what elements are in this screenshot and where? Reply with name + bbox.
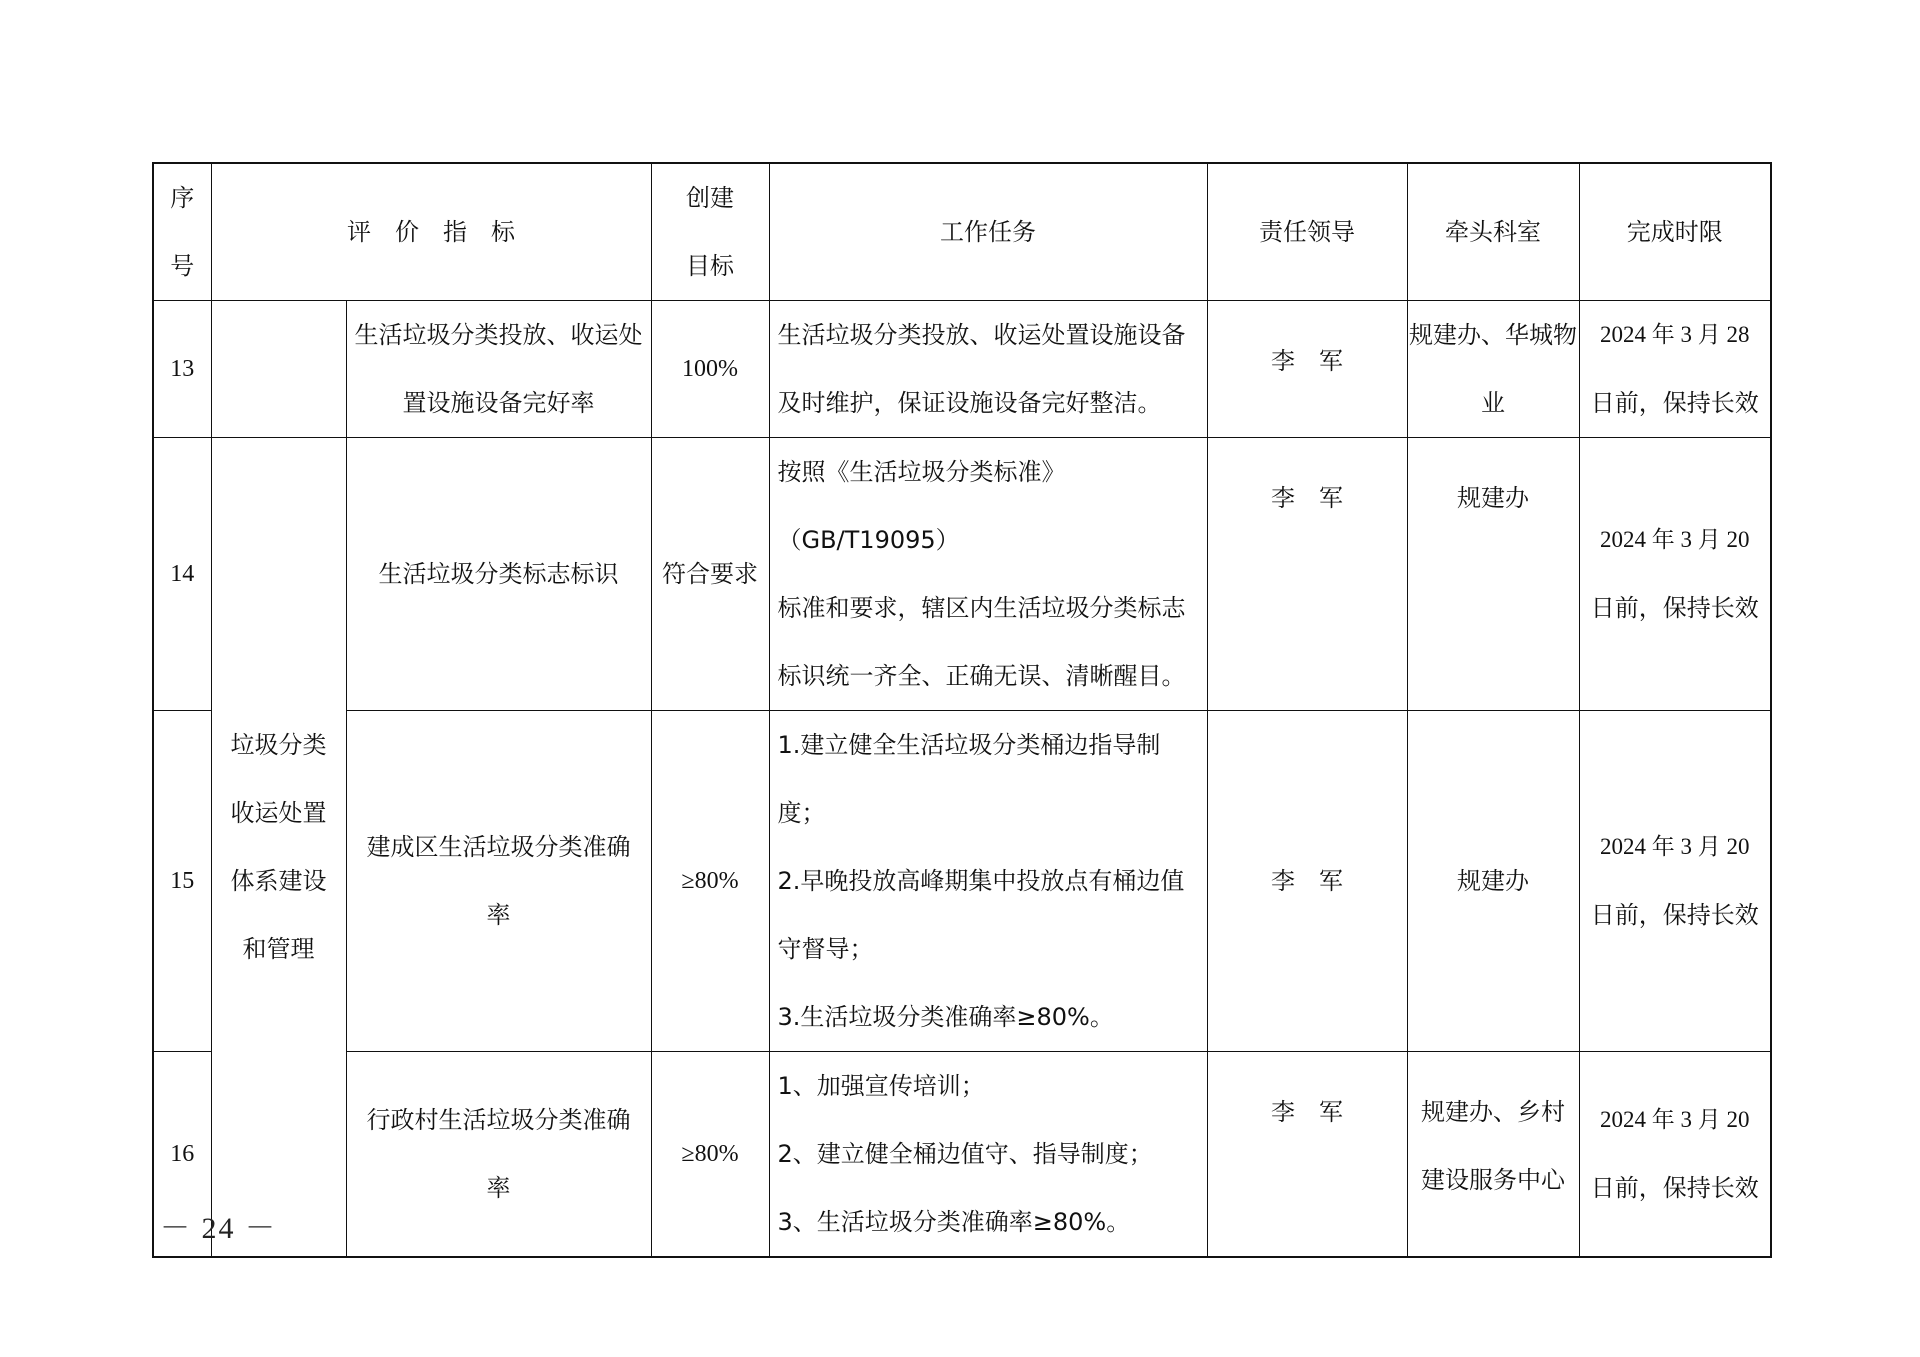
row-indicator bbox=[346, 711, 651, 1052]
row-task bbox=[769, 301, 1207, 438]
row-target: 100% bbox=[651, 301, 769, 438]
row-indicator bbox=[346, 301, 651, 438]
row-task-line: 按照《生活垃圾分类标准》（GB/T19095） bbox=[777, 458, 1066, 554]
row-category-line: 和管理 bbox=[242, 935, 315, 963]
row-deadline bbox=[1579, 711, 1771, 1052]
row-leader: 李 军 bbox=[1207, 1052, 1407, 1258]
row-dept bbox=[1407, 438, 1579, 711]
row-indicator-line: 置设施设备完好率 bbox=[402, 389, 595, 417]
row-dept-line: 规建办、乡村 bbox=[1421, 1098, 1565, 1126]
row-deadline-line: 2024 年 3 月 20 bbox=[1600, 834, 1750, 859]
row-deadline-line: 日前，保持长效 bbox=[1590, 389, 1759, 417]
row-task-line: 及时维护，保证设施设备完好整洁。 bbox=[777, 389, 1162, 417]
row-dept-line: 规建办 bbox=[1457, 867, 1529, 895]
row-indicator bbox=[346, 1052, 651, 1258]
row-indicator-line: 生活垃圾分类标志标识 bbox=[378, 560, 619, 588]
row-task-line: 2、建立健全桶边值守、指导制度； bbox=[777, 1140, 1153, 1168]
row-task-line: 标准和要求，辖区内生活垃圾分类标志 bbox=[777, 594, 1186, 622]
row-task bbox=[769, 1052, 1207, 1258]
row-target: 符合要求 bbox=[651, 438, 769, 711]
header-seq bbox=[153, 163, 211, 301]
header-indicator bbox=[211, 163, 651, 301]
row-deadline bbox=[1579, 1052, 1771, 1258]
row-leader: 李 军 bbox=[1207, 301, 1407, 438]
row-target: ≥80% bbox=[651, 1052, 769, 1258]
row-task bbox=[769, 711, 1207, 1052]
row-task bbox=[769, 438, 1207, 711]
row-task-line: 3.生活垃圾分类准确率≥80%。 bbox=[777, 1003, 1114, 1031]
row-dept bbox=[1407, 711, 1579, 1052]
row-deadline-line: 2024 年 3 月 20 bbox=[1600, 1107, 1750, 1132]
table-header-row bbox=[153, 163, 1771, 301]
row-deadline-line: 日前，保持长效 bbox=[1590, 901, 1759, 929]
header-target bbox=[651, 163, 769, 301]
row-category bbox=[211, 438, 346, 1258]
table-row bbox=[153, 1052, 1771, 1258]
row-dept-line: 规建办、华城物 bbox=[1409, 321, 1577, 349]
row-task-line: 生活垃圾分类投放、收运处置设施设备 bbox=[777, 321, 1186, 349]
row-task-line: 3、生活垃圾分类准确率≥80%。 bbox=[777, 1208, 1131, 1236]
row-task-line: 2.早晚投放高峰期集中投放点有桶边值 bbox=[777, 867, 1185, 895]
row-deadline bbox=[1579, 301, 1771, 438]
evaluation-table bbox=[152, 162, 1772, 1258]
row-indicator-line: 率 bbox=[486, 1174, 511, 1202]
header-indicator-label: 评 价 指 标 bbox=[347, 218, 515, 246]
row-category-line: 垃圾分类 bbox=[230, 731, 327, 759]
row-category-empty bbox=[211, 301, 346, 438]
row-deadline-line: 2024 年 3 月 20 bbox=[1600, 527, 1750, 552]
row-dept bbox=[1407, 1052, 1579, 1258]
header-target-line1: 创建 bbox=[686, 184, 734, 212]
header-task: 工作任务 bbox=[769, 163, 1207, 301]
row-deadline-line: 日前，保持长效 bbox=[1590, 1174, 1759, 1202]
table-row bbox=[153, 711, 1771, 1052]
row-category-line: 体系建设 bbox=[230, 867, 327, 895]
row-category-line: 收运处置 bbox=[230, 799, 327, 827]
table-row bbox=[153, 438, 1771, 711]
row-dept-line: 规建办 bbox=[1457, 484, 1529, 512]
row-deadline bbox=[1579, 438, 1771, 711]
row-seq: 16 bbox=[153, 1052, 211, 1258]
row-task-line: 1、加强宣传培训； bbox=[777, 1072, 985, 1100]
header-seq-line1: 序 bbox=[170, 184, 195, 212]
row-task-line: 守督导； bbox=[777, 935, 874, 963]
page-number: － 24 － bbox=[160, 1212, 277, 1245]
row-indicator-line: 建成区生活垃圾分类准确 bbox=[366, 833, 631, 861]
row-task-line: 1.建立健全生活垃圾分类桶边指导制度； bbox=[777, 731, 1161, 827]
row-dept-line: 建设服务中心 bbox=[1421, 1166, 1565, 1194]
header-dept: 牵头科室 bbox=[1407, 163, 1579, 301]
row-indicator-line: 行政村生活垃圾分类准确 bbox=[366, 1106, 631, 1134]
header-seq-line2: 号 bbox=[170, 252, 195, 280]
row-indicator-line: 生活垃圾分类投放、收运处 bbox=[354, 321, 643, 349]
row-dept bbox=[1407, 301, 1579, 438]
row-leader: 李 军 bbox=[1207, 711, 1407, 1052]
header-leader: 责任领导 bbox=[1207, 163, 1407, 301]
table-row bbox=[153, 301, 1771, 438]
row-dept-line: 业 bbox=[1481, 389, 1505, 417]
row-seq: 13 bbox=[153, 301, 211, 438]
header-target-line2: 目标 bbox=[686, 252, 734, 280]
row-target: ≥80% bbox=[651, 711, 769, 1052]
row-leader: 李 军 bbox=[1207, 438, 1407, 711]
row-deadline-line: 2024 年 3 月 28 bbox=[1600, 322, 1750, 347]
row-indicator-line: 率 bbox=[486, 901, 511, 929]
row-task-line: 标识统一齐全、正确无误、清晰醒目。 bbox=[777, 662, 1186, 690]
row-seq: 15 bbox=[153, 711, 211, 1052]
header-deadline: 完成时限 bbox=[1579, 163, 1771, 301]
row-deadline-line: 日前，保持长效 bbox=[1590, 594, 1759, 622]
row-seq: 14 bbox=[153, 438, 211, 711]
row-indicator bbox=[346, 438, 651, 711]
